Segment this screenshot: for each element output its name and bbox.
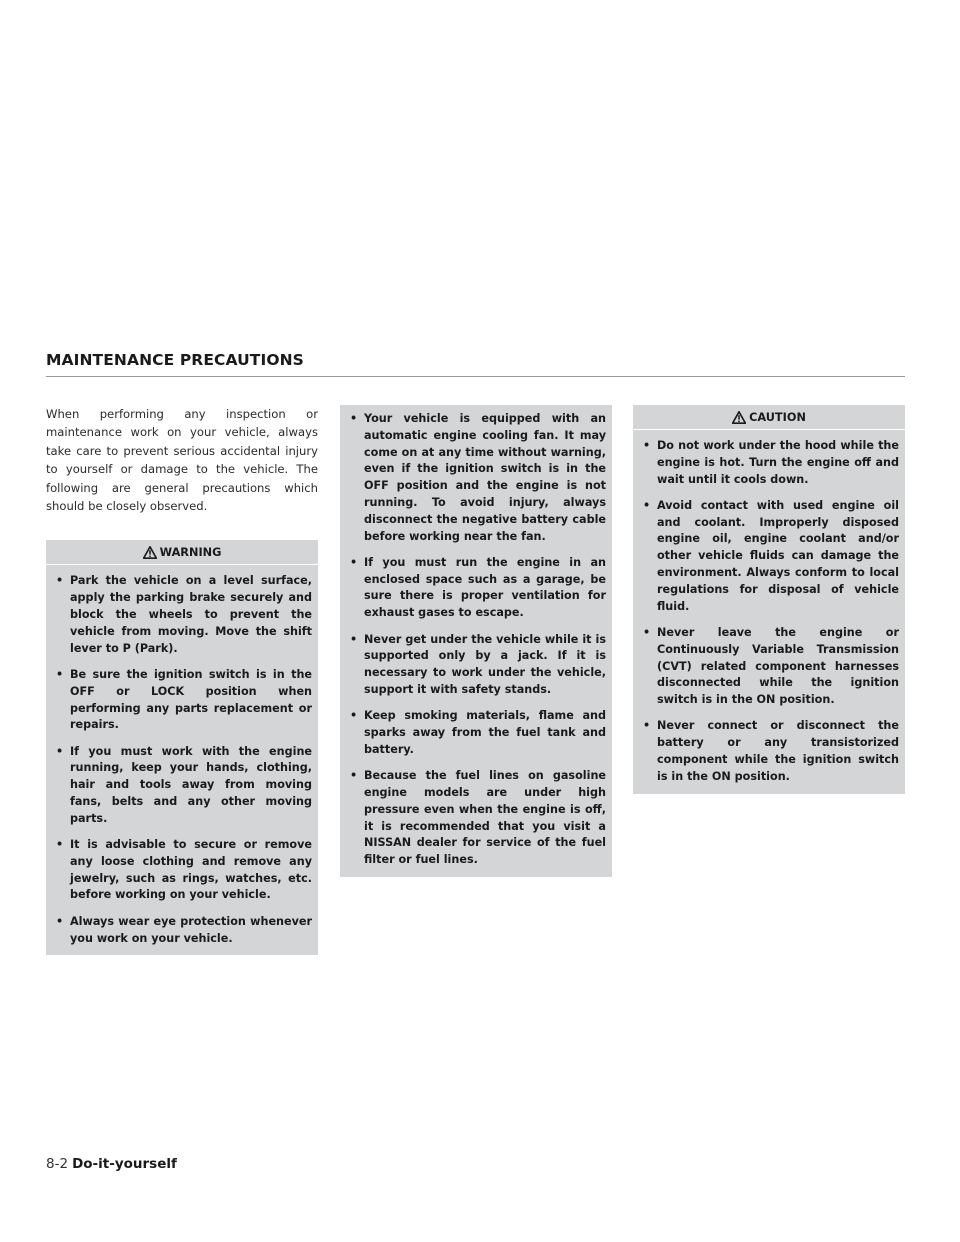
warning-triangle-icon [732, 411, 746, 424]
warning-item [346, 411, 606, 545]
bullet-icon: • [56, 667, 64, 681]
bullet-icon: • [350, 769, 358, 783]
chapter-title: Do-it-yourself [72, 1156, 177, 1172]
caution-item [639, 718, 899, 785]
warning-item-text: If you must work with the engine running, keep your hands, clothing, hair and tools away from moving fans, belts and any other moving parts. [70, 744, 312, 825]
bullet-icon: • [643, 719, 651, 733]
warning-item-text: Keep smoking materials, flame and sparks away from the fuel tank and battery. [364, 709, 606, 756]
caution-header [633, 405, 905, 430]
caution-title: CAUTION [749, 410, 806, 424]
warning-item [346, 632, 606, 699]
title-rule [46, 376, 905, 377]
intro-paragraph: When performing any inspection or maintenance work on your vehicle, always take care to prevent serious accidental injury to yourself or damage to the vehicle. The following are general precautions which should be closely observed. [46, 407, 318, 514]
warning-item [52, 914, 312, 948]
caution-item-text: Never connect or disconnect the battery or any transistorized component while the ignition switch is in the ON position. [657, 719, 899, 783]
column-1 [46, 405, 318, 955]
warning-item [52, 573, 312, 657]
warning-item [52, 667, 312, 734]
bullet-icon: • [56, 838, 64, 852]
caution-item-text: Avoid contact with used engine oil and coolant. Improperly disposed engine oil, engine coolant and/or other vehicle fluids can damage the environment. Always conform to local regulations for disposal of vehicle fluid. [657, 498, 899, 613]
bullet-icon: • [350, 632, 358, 646]
caution-item [639, 438, 899, 488]
bullet-icon: • [56, 914, 64, 928]
warning-item-text: If you must run the engine in an enclosed space such as a garage, be sure there is proper ventilation for exhaust gases to escape. [364, 555, 606, 620]
warning-item [52, 744, 312, 828]
warning-box-continued [340, 405, 612, 877]
bullet-icon: • [643, 498, 651, 512]
caution-box [633, 405, 905, 794]
caution-item-text: Do not work under the hood while the engine is hot. Turn the engine off and wait until it cools down. [657, 439, 899, 486]
bullet-icon: • [643, 625, 651, 639]
warning-item [52, 837, 312, 904]
warning-item-text: Park the vehicle on a level surface, apply the parking brake securely and block the wheels to prevent the vehicle from moving. Move the shift lever to P (Park). [70, 574, 312, 655]
caution-item-text: Never leave the engine or Continuously Variable Transmission (CVT) related component harnesses disconnected while the ignition switch is in the ON position. [657, 625, 899, 707]
warning-list-continued [346, 411, 606, 869]
bullet-icon: • [350, 412, 358, 425]
warning-item-text: Never get under the vehicle while it is supported only by a jack. If it is necessary to work under the vehicle, support it with safety stands. [364, 632, 606, 696]
warning-triangle-icon [143, 546, 157, 559]
warning-item [346, 555, 606, 622]
section-title: MAINTENANCE PRECAUTIONS [46, 351, 304, 369]
warning-item-text: Always wear eye protection whenever you work on your vehicle. [70, 914, 312, 945]
bullet-icon: • [56, 744, 64, 758]
warning-title: WARNING [159, 545, 222, 559]
bullet-icon: • [643, 439, 651, 452]
caution-item [639, 625, 899, 709]
warning-item-text: Be sure the ignition switch is in the OFF or LOCK position when performing any parts replacement or repairs. [70, 667, 312, 732]
warning-list [52, 573, 312, 947]
caution-item [639, 498, 899, 616]
warning-header [46, 540, 318, 565]
warning-item-text: Because the fuel lines on gasoline engine models are under high pressure even when the engine is off, it is recommended that you visit a NISSAN dealer for service of the fuel filter or fuel lines. [364, 769, 606, 867]
warning-item [346, 708, 606, 758]
page-footer [46, 1156, 177, 1172]
column-2 [340, 405, 612, 877]
caution-list [639, 438, 899, 786]
bullet-icon: • [350, 709, 358, 723]
bullet-icon: • [56, 574, 64, 588]
page-number: 8-2 [46, 1156, 69, 1172]
bullet-icon: • [350, 555, 358, 569]
warning-box [46, 540, 318, 955]
warning-item [346, 768, 606, 869]
warning-item-text: Your vehicle is equipped with an automatic engine cooling fan. It may come on at any time without warning, even if the ignition switch is in the OFF position and the engine is not running. To avoid injury, always disconnect the negative battery cable before working near the fan. [364, 412, 606, 543]
column-3 [633, 405, 905, 794]
warning-item-text: It is advisable to secure or remove any loose clothing and remove any jewelry, such as rings, watches, etc. before working on your vehicle. [70, 838, 312, 902]
